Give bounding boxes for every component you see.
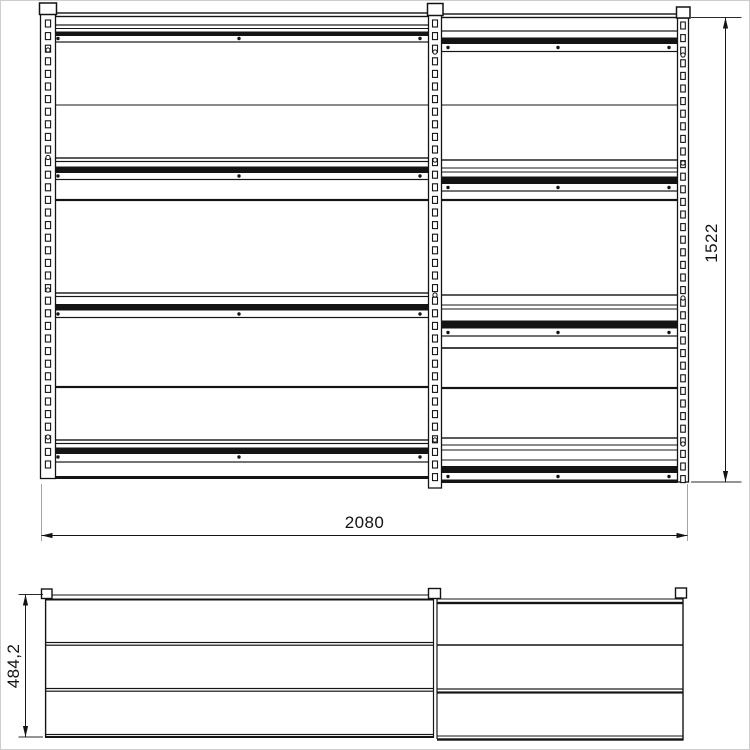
plan-view: [42, 588, 687, 741]
slot: [45, 448, 50, 455]
plan-edge: [436, 591, 437, 739]
slot: [433, 121, 438, 128]
upright-cap: [40, 3, 57, 15]
shelf-line: [442, 30, 678, 31]
dimension-arrow: [42, 533, 53, 538]
shelf-line: [442, 460, 678, 461]
dimension-arrow: [23, 726, 28, 737]
mounting-hole: [46, 435, 50, 439]
slot: [45, 461, 50, 468]
shelf-line: [56, 179, 429, 180]
peg-dot: [56, 455, 59, 458]
shelf-line: [56, 296, 429, 297]
slot: [681, 387, 686, 394]
plan-line: [437, 688, 684, 689]
slot: [433, 474, 438, 481]
peg-dot: [556, 46, 559, 49]
slot: [45, 108, 50, 115]
bay-left: [56, 12, 429, 479]
dimension-arrow: [723, 18, 728, 29]
plan-line: [45, 599, 434, 601]
slot: [433, 272, 438, 279]
shelf-band: [56, 32, 429, 37]
plan-line: [45, 688, 434, 689]
plan-edge: [433, 591, 434, 738]
extension-line: [41, 484, 42, 541]
shelf-line: [442, 190, 678, 191]
shelf-line: [56, 292, 429, 293]
mounting-hole: [433, 158, 437, 162]
shelf-band: [442, 38, 678, 45]
slot: [433, 385, 438, 392]
slot: [45, 335, 50, 342]
plan-line: [437, 691, 684, 693]
peg-dot: [56, 174, 59, 177]
slot: [681, 287, 686, 294]
mounting-hole: [681, 296, 685, 300]
shelf-band: [442, 321, 678, 329]
shelf-line: [442, 294, 678, 295]
shelf-line: [56, 157, 429, 158]
shelf-line: [56, 16, 429, 17]
slot: [681, 123, 686, 130]
shelf-line: [56, 28, 429, 29]
slot: [45, 411, 50, 418]
peg-dot: [418, 312, 421, 315]
mounting-hole: [433, 50, 437, 54]
peg-dot: [446, 46, 449, 49]
slot: [433, 83, 438, 90]
peg-dot: [667, 46, 670, 49]
slot: [681, 312, 686, 319]
slot: [45, 247, 50, 254]
extension-line: [19, 594, 44, 595]
dimension-line: [25, 595, 26, 738]
dimension-line: [42, 535, 688, 536]
peg-dot: [237, 312, 240, 315]
slot: [681, 186, 686, 193]
slot: [433, 398, 438, 405]
mounting-hole: [681, 53, 685, 57]
shelf-line: [442, 172, 678, 173]
slot: [433, 285, 438, 292]
shelf-line: [56, 41, 429, 42]
mounting-hole: [681, 161, 685, 165]
shelf-line: [56, 443, 429, 444]
slot: [45, 385, 50, 392]
slot: [45, 423, 50, 430]
front-view: [40, 3, 691, 488]
slot: [45, 209, 50, 216]
slot: [681, 375, 686, 382]
slot: [681, 463, 686, 470]
plan-edge: [682, 598, 683, 740]
slot: [433, 322, 438, 329]
slot: [681, 413, 686, 420]
peg-dot: [446, 186, 449, 189]
slot: [433, 461, 438, 468]
slot: [433, 360, 438, 367]
slot: [681, 362, 686, 369]
shelf-band: [56, 167, 429, 174]
plan-line: [437, 644, 684, 646]
mounting-hole: [46, 288, 50, 292]
slot: [433, 33, 438, 40]
extension-line: [687, 484, 688, 541]
plan-edge: [45, 595, 46, 737]
slot: [433, 247, 438, 254]
depth-dimension-label: 484,2: [4, 643, 23, 688]
extension-line: [691, 17, 742, 18]
slot: [433, 171, 438, 178]
shelf-band: [56, 304, 429, 311]
slot: [433, 184, 438, 191]
slot: [45, 222, 50, 229]
peg-dot: [237, 37, 240, 40]
plan-line: [45, 691, 434, 692]
peg-dot: [237, 455, 240, 458]
plan-line: [45, 595, 434, 596]
slot: [433, 373, 438, 380]
shelf-line: [442, 17, 678, 18]
slot: [681, 135, 686, 142]
dimension-arrow: [23, 595, 28, 606]
mounting-hole: [433, 438, 437, 442]
shelf-line: [56, 199, 429, 201]
shelf-band: [442, 466, 678, 473]
slot: [433, 146, 438, 153]
peg-dot: [237, 174, 240, 177]
slot: [433, 58, 438, 65]
shelf-line: [442, 159, 678, 160]
shelf-line: [56, 461, 429, 462]
upright-top-square: [676, 588, 687, 598]
extension-line: [691, 482, 742, 483]
slot: [681, 337, 686, 344]
peg-dot: [446, 475, 449, 478]
shelf-line: [442, 309, 678, 310]
upright-top-square: [429, 589, 441, 599]
dimension-arrow: [723, 471, 728, 482]
shelf-line: [442, 335, 678, 336]
plan-line: [45, 645, 434, 646]
slot: [45, 70, 50, 77]
peg-dot: [667, 331, 670, 334]
shelf-line: [56, 317, 429, 318]
plan-box-right: [436, 591, 683, 741]
slot: [681, 60, 686, 67]
slot: [433, 108, 438, 115]
peg-dot: [446, 331, 449, 334]
slot: [45, 58, 50, 65]
slot: [681, 450, 686, 457]
height-dimension-label: 1522: [701, 222, 721, 263]
slot: [681, 425, 686, 432]
slot: [433, 411, 438, 418]
mounting-hole: [433, 293, 437, 297]
slot: [45, 297, 50, 304]
slot: [433, 209, 438, 216]
slot: [681, 236, 686, 243]
shelf-line: [442, 387, 678, 389]
slot: [681, 261, 686, 268]
plan-line: [437, 736, 684, 737]
slot: [45, 259, 50, 266]
shelf-band: [442, 177, 678, 185]
shelf-line: [442, 105, 678, 106]
slot: [45, 310, 50, 317]
plan-line: [437, 599, 684, 600]
peg-dot: [667, 475, 670, 478]
shelf-line: [442, 445, 678, 446]
slot: [45, 20, 50, 27]
mounting-hole: [46, 48, 50, 52]
mounting-hole: [681, 442, 685, 446]
slot: [681, 249, 686, 256]
shelf-band: [56, 476, 429, 479]
shelf-line: [442, 168, 678, 169]
slot: [433, 70, 438, 77]
slot: [433, 234, 438, 241]
shelf-line: [442, 305, 678, 306]
shelf-line: [442, 450, 678, 451]
slot: [681, 173, 686, 180]
right-upright: [677, 7, 691, 483]
shelf-line: [442, 13, 678, 14]
slot: [681, 400, 686, 407]
slot: [433, 423, 438, 430]
slot: [681, 85, 686, 92]
slot: [45, 322, 50, 329]
width-dimension-label: 2080: [344, 513, 385, 532]
slot: [433, 96, 438, 103]
slot: [433, 448, 438, 455]
slot: [433, 348, 438, 355]
shelf-line: [56, 105, 429, 106]
slot: [681, 324, 686, 331]
slot: [45, 373, 50, 380]
shelf-band: [56, 448, 429, 455]
slot: [45, 234, 50, 241]
dimension-arrow: [677, 533, 688, 538]
plan-line: [45, 642, 434, 643]
peg-dot: [556, 475, 559, 478]
slot: [433, 259, 438, 266]
slot: [433, 222, 438, 229]
peg-dot: [556, 186, 559, 189]
slot: [681, 35, 686, 42]
shelf-line: [56, 24, 429, 25]
slot: [433, 297, 438, 304]
slot: [433, 133, 438, 140]
slot: [681, 350, 686, 357]
peg-dot: [56, 312, 59, 315]
extension-line: [19, 737, 44, 738]
upright-top-square: [42, 589, 53, 599]
slot: [681, 72, 686, 79]
slot: [45, 146, 50, 153]
slot: [45, 196, 50, 203]
slot: [45, 398, 50, 405]
plan-line: [45, 734, 434, 735]
middle-upright: [428, 4, 444, 489]
slot: [681, 224, 686, 231]
slot: [681, 98, 686, 105]
slot: [681, 274, 686, 281]
slot: [681, 22, 686, 29]
slot: [433, 335, 438, 342]
slot: [681, 148, 686, 155]
upright-cap: [677, 7, 691, 18]
peg-dot: [667, 186, 670, 189]
slot: [45, 83, 50, 90]
upright-cap: [428, 4, 444, 16]
shelf-line: [56, 386, 429, 388]
shelf-line: [442, 199, 678, 201]
shelf-line: [56, 439, 429, 440]
slot: [681, 198, 686, 205]
plan-line: [437, 602, 684, 604]
plan-line: [45, 736, 434, 738]
peg-dot: [56, 37, 59, 40]
slot: [45, 121, 50, 128]
shelf-line: [56, 161, 429, 162]
peg-dot: [556, 331, 559, 334]
slot: [45, 33, 50, 40]
slot: [45, 171, 50, 178]
peg-dot: [418, 37, 421, 40]
peg-dot: [418, 455, 421, 458]
bay-right: [442, 13, 678, 483]
left-upright: [40, 3, 57, 479]
slot: [45, 133, 50, 140]
slot: [45, 348, 50, 355]
shelf-band: [442, 480, 678, 484]
shelf-line: [56, 12, 429, 13]
slot: [433, 196, 438, 203]
slot: [45, 272, 50, 279]
slot: [45, 360, 50, 367]
slot: [45, 96, 50, 103]
slot: [433, 310, 438, 317]
slot: [681, 110, 686, 117]
slot: [45, 184, 50, 191]
shelf-line: [442, 347, 678, 349]
dimension-line: [725, 18, 726, 483]
shelf-line: [442, 437, 678, 438]
slot: [433, 20, 438, 27]
peg-dot: [418, 174, 421, 177]
plan-box-left: [45, 591, 434, 738]
mounting-hole: [46, 155, 50, 159]
slot: [681, 211, 686, 218]
plan-line: [437, 738, 684, 740]
shelf-line: [442, 51, 678, 52]
slot: [681, 476, 686, 483]
